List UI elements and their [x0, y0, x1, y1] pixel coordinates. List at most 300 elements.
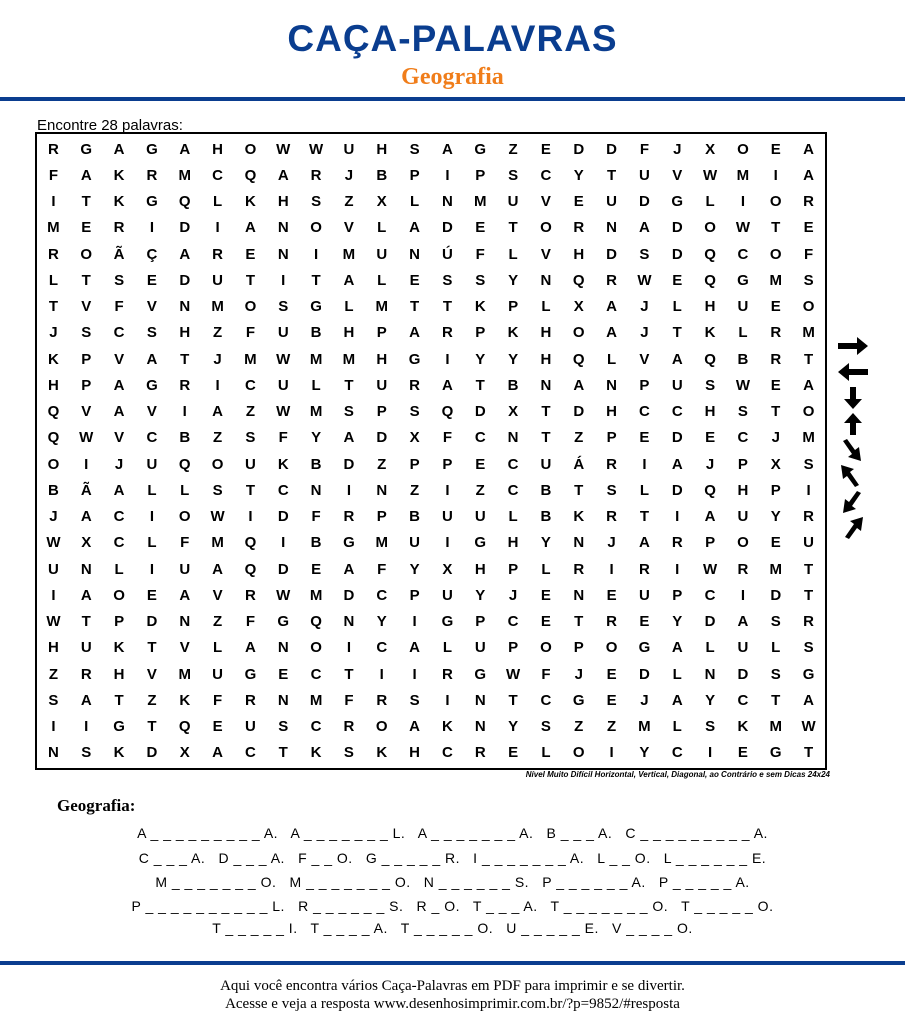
grid-cell[interactable]: D — [671, 245, 683, 263]
grid-cell[interactable]: T — [245, 271, 255, 289]
grid-cell[interactable]: E — [146, 271, 157, 289]
grid-cell[interactable]: K — [244, 193, 256, 211]
grid-cell[interactable]: A — [441, 376, 453, 394]
grid-cell[interactable]: N — [441, 193, 453, 211]
grid-cell[interactable]: B — [376, 166, 388, 184]
grid-cell[interactable]: Ú — [441, 245, 453, 263]
grid-cell[interactable]: B — [310, 534, 322, 552]
grid-cell[interactable]: A — [343, 429, 355, 447]
grid-cell[interactable]: T — [114, 691, 124, 709]
grid-cell[interactable]: K — [277, 455, 289, 473]
grid-cell[interactable]: F — [114, 298, 124, 316]
grid-cell[interactable]: N — [573, 534, 585, 552]
grid-cell[interactable]: V — [146, 298, 157, 316]
grid-cell[interactable]: U — [441, 586, 453, 604]
grid-cell[interactable]: H — [113, 665, 125, 683]
grid-cell[interactable]: A — [113, 403, 125, 421]
grid-cell[interactable]: P — [705, 534, 716, 552]
grid-cell[interactable]: S — [705, 718, 716, 736]
grid-cell[interactable]: I — [740, 586, 745, 604]
grid-cell[interactable]: T — [541, 403, 551, 421]
grid-cell[interactable]: C — [146, 429, 158, 447]
grid-cell[interactable]: L — [147, 534, 157, 552]
grid-cell[interactable]: I — [642, 455, 647, 473]
grid-cell[interactable]: T — [278, 744, 288, 762]
grid-cell[interactable]: M — [802, 324, 815, 342]
grid-cell[interactable]: Q — [441, 403, 454, 421]
grid-cell[interactable]: M — [244, 350, 257, 368]
grid-cell[interactable]: W — [308, 140, 324, 158]
grid-cell[interactable]: Ã — [80, 481, 92, 499]
grid-cell[interactable]: M — [47, 219, 60, 237]
grid-cell[interactable]: G — [638, 639, 651, 657]
grid-cell[interactable]: U — [737, 639, 749, 657]
grid-cell[interactable]: O — [80, 245, 93, 263]
grid-cell[interactable]: S — [770, 613, 781, 631]
grid-cell[interactable]: L — [541, 298, 551, 316]
grid-cell[interactable]: R — [638, 560, 650, 578]
grid-cell[interactable]: G — [244, 665, 257, 683]
grid-cell[interactable]: U — [441, 508, 453, 526]
grid-cell[interactable]: L — [48, 271, 58, 289]
grid-cell[interactable]: C — [113, 534, 125, 552]
grid-cell[interactable]: E — [475, 219, 486, 237]
grid-cell[interactable]: R — [606, 613, 617, 631]
grid-cell[interactable]: E — [770, 298, 781, 316]
grid-cell[interactable]: C — [376, 639, 388, 657]
grid-cell[interactable]: A — [573, 376, 585, 394]
grid-cell[interactable]: P — [475, 166, 486, 184]
grid-cell[interactable]: Q — [244, 534, 257, 552]
grid-cell[interactable]: A — [80, 691, 92, 709]
grid-cell[interactable]: F — [442, 429, 452, 447]
grid-cell[interactable]: M — [638, 718, 651, 736]
grid-cell[interactable]: C — [507, 481, 519, 499]
grid-cell[interactable]: D — [606, 140, 617, 158]
grid-cell[interactable]: V — [639, 350, 650, 368]
grid-cell[interactable]: D — [277, 508, 289, 526]
grid-cell[interactable]: N — [704, 665, 716, 683]
grid-cell[interactable]: P — [81, 376, 92, 394]
grid-cell[interactable]: S — [639, 245, 650, 263]
grid-cell[interactable]: D — [638, 665, 650, 683]
grid-cell[interactable]: K — [113, 639, 125, 657]
grid-cell[interactable]: V — [179, 639, 190, 657]
grid-cell[interactable]: T — [771, 219, 781, 237]
grid-cell[interactable]: A — [80, 508, 92, 526]
grid-cell[interactable]: V — [672, 166, 683, 184]
grid-cell[interactable]: K — [113, 744, 125, 762]
grid-cell[interactable]: Y — [409, 560, 420, 578]
grid-cell[interactable]: R — [573, 219, 585, 237]
grid-cell[interactable]: O — [605, 639, 618, 657]
grid-cell[interactable]: H — [212, 140, 223, 158]
grid-cell[interactable]: E — [770, 534, 781, 552]
grid-cell[interactable]: Y — [672, 613, 683, 631]
grid-cell[interactable]: A — [803, 166, 814, 184]
grid-cell[interactable]: L — [738, 324, 748, 342]
grid-cell[interactable]: I — [609, 744, 614, 762]
grid-cell[interactable]: J — [574, 665, 583, 683]
grid-cell[interactable]: A — [606, 298, 617, 316]
grid-cell[interactable]: C — [113, 324, 125, 342]
grid-cell[interactable]: F — [475, 245, 485, 263]
grid-cell[interactable]: A — [671, 639, 683, 657]
grid-cell[interactable]: U — [179, 560, 191, 578]
grid-cell[interactable]: N — [47, 744, 59, 762]
grid-cell[interactable]: S — [803, 271, 814, 289]
grid-cell[interactable]: A — [671, 455, 683, 473]
grid-cell[interactable]: S — [245, 429, 256, 447]
grid-cell[interactable]: A — [179, 245, 191, 263]
grid-cell[interactable]: N — [310, 481, 322, 499]
grid-cell[interactable]: R — [244, 691, 256, 709]
grid-cell[interactable]: U — [803, 534, 814, 552]
grid-cell[interactable]: O — [802, 403, 815, 421]
grid-cell[interactable]: P — [672, 586, 683, 604]
grid-cell[interactable]: W — [702, 560, 718, 578]
grid-cell[interactable]: A — [638, 534, 650, 552]
grid-cell[interactable]: H — [376, 350, 388, 368]
grid-cell[interactable]: P — [475, 324, 486, 342]
grid-cell[interactable]: R — [146, 166, 158, 184]
grid-cell[interactable]: S — [442, 271, 453, 289]
grid-cell[interactable]: V — [146, 403, 157, 421]
grid-cell[interactable]: T — [147, 639, 157, 657]
grid-cell[interactable]: Y — [770, 508, 781, 526]
grid-cell[interactable]: E — [770, 140, 781, 158]
grid-cell[interactable]: P — [114, 613, 125, 631]
grid-cell[interactable]: M — [473, 193, 487, 211]
grid-cell[interactable]: A — [212, 560, 223, 578]
grid-cell[interactable]: L — [541, 744, 551, 762]
grid-cell[interactable]: W — [702, 166, 718, 184]
grid-cell[interactable]: W — [79, 429, 94, 447]
grid-cell[interactable]: O — [375, 718, 388, 736]
grid-cell[interactable]: Q — [178, 193, 191, 211]
grid-cell[interactable]: U — [737, 298, 749, 316]
grid-cell[interactable]: P — [573, 639, 584, 657]
grid-cell[interactable]: T — [245, 481, 255, 499]
grid-cell[interactable]: K — [573, 508, 585, 526]
grid-cell[interactable]: T — [803, 744, 814, 762]
grid-cell[interactable]: I — [215, 219, 220, 237]
grid-cell[interactable]: C — [507, 613, 519, 631]
grid-cell[interactable]: L — [212, 639, 223, 657]
grid-cell[interactable]: A — [277, 166, 289, 184]
grid-cell[interactable]: V — [114, 429, 125, 447]
grid-cell[interactable]: R — [770, 350, 782, 368]
grid-cell[interactable]: T — [180, 350, 190, 368]
grid-cell[interactable]: M — [342, 245, 356, 263]
grid-cell[interactable]: D — [770, 586, 782, 604]
grid-cell[interactable]: L — [705, 639, 715, 657]
grid-cell[interactable]: D — [474, 403, 486, 421]
grid-cell[interactable]: N — [540, 271, 552, 289]
grid-cell[interactable]: Q — [244, 560, 257, 578]
grid-cell[interactable]: O — [178, 508, 191, 526]
grid-cell[interactable]: Q — [704, 271, 716, 289]
grid-cell[interactable]: I — [445, 691, 450, 709]
grid-cell[interactable]: K — [179, 691, 191, 709]
grid-cell[interactable]: K — [704, 324, 716, 342]
grid-cell[interactable]: J — [673, 140, 682, 158]
grid-cell[interactable]: D — [179, 271, 191, 289]
grid-cell[interactable]: Z — [344, 193, 354, 211]
grid-cell[interactable]: D — [179, 219, 191, 237]
grid-cell[interactable]: X — [376, 193, 387, 211]
grid-cell[interactable]: Q — [47, 403, 60, 421]
grid-cell[interactable]: T — [344, 665, 354, 683]
grid-cell[interactable]: D — [376, 429, 388, 447]
grid-cell[interactable]: T — [803, 586, 814, 604]
grid-cell[interactable]: Y — [573, 166, 584, 184]
grid-cell[interactable]: A — [409, 639, 420, 657]
grid-cell[interactable]: E — [540, 140, 551, 158]
grid-cell[interactable]: G — [113, 718, 125, 736]
grid-cell[interactable]: U — [638, 166, 650, 184]
grid-cell[interactable]: H — [606, 403, 617, 421]
grid-cell[interactable]: L — [672, 298, 682, 316]
grid-cell[interactable]: N — [80, 560, 92, 578]
grid-cell[interactable]: J — [705, 455, 715, 473]
grid-cell[interactable]: L — [311, 376, 321, 394]
grid-cell[interactable]: Z — [212, 324, 223, 342]
grid-cell[interactable]: G — [408, 350, 421, 368]
footer-link[interactable]: Acesse e veja a resposta www.desenhosimprimir.com.br/?p=9852/#resposta — [225, 996, 680, 1012]
grid-cell[interactable]: U — [638, 586, 650, 604]
grid-cell[interactable]: I — [445, 481, 450, 499]
grid-cell[interactable]: D — [638, 193, 650, 211]
grid-cell[interactable]: G — [474, 665, 487, 683]
grid-cell[interactable]: R — [671, 534, 683, 552]
grid-cell[interactable]: Z — [409, 481, 420, 499]
grid-cell[interactable]: D — [573, 140, 585, 158]
grid-cell[interactable]: Y — [311, 429, 322, 447]
grid-cell[interactable]: F — [311, 508, 321, 526]
grid-cell[interactable]: M — [309, 691, 323, 709]
grid-cell[interactable]: A — [737, 613, 749, 631]
grid-cell[interactable]: Y — [475, 586, 486, 604]
grid-cell[interactable]: T — [574, 613, 584, 631]
grid-cell[interactable]: F — [212, 691, 223, 709]
grid-cell[interactable]: J — [607, 534, 616, 552]
grid-cell[interactable]: Z — [245, 403, 255, 421]
grid-cell[interactable]: R — [47, 245, 59, 263]
grid-cell[interactable]: V — [343, 219, 354, 237]
grid-cell[interactable]: A — [80, 166, 92, 184]
grid-cell[interactable]: F — [377, 560, 387, 578]
grid-cell[interactable]: R — [113, 219, 125, 237]
grid-cell[interactable]: E — [212, 718, 223, 736]
grid-cell[interactable]: S — [540, 718, 551, 736]
grid-cell[interactable]: H — [704, 298, 716, 316]
grid-cell[interactable]: C — [113, 508, 125, 526]
grid-cell[interactable]: A — [179, 140, 191, 158]
grid-cell[interactable]: Y — [376, 613, 387, 631]
grid-cell[interactable]: L — [606, 350, 617, 368]
grid-cell[interactable]: S — [409, 140, 420, 158]
grid-cell[interactable]: C — [310, 718, 322, 736]
grid-cell[interactable]: Q — [704, 245, 716, 263]
grid-cell[interactable]: N — [606, 219, 617, 237]
grid-cell[interactable]: I — [445, 350, 450, 368]
grid-cell[interactable]: Y — [508, 271, 519, 289]
grid-cell[interactable]: V — [81, 298, 92, 316]
grid-cell[interactable]: I — [215, 376, 220, 394]
grid-cell[interactable]: G — [146, 193, 158, 211]
grid-cell[interactable]: K — [310, 744, 322, 762]
grid-cell[interactable]: O — [802, 298, 815, 316]
grid-cell[interactable]: E — [639, 613, 650, 631]
grid-cell[interactable]: Q — [704, 481, 716, 499]
grid-cell[interactable]: L — [344, 298, 354, 316]
grid-cell[interactable]: A — [212, 403, 223, 421]
grid-cell[interactable]: N — [573, 586, 585, 604]
grid-cell[interactable]: S — [48, 691, 59, 709]
grid-cell[interactable]: D — [671, 219, 683, 237]
grid-cell[interactable]: S — [212, 481, 223, 499]
grid-cell[interactable]: A — [638, 219, 650, 237]
grid-cell[interactable]: T — [344, 376, 354, 394]
grid-cell[interactable]: I — [149, 508, 154, 526]
grid-cell[interactable]: Z — [212, 429, 223, 447]
grid-cell[interactable]: Q — [178, 455, 191, 473]
grid-cell[interactable]: R — [803, 508, 814, 526]
grid-cell[interactable]: Z — [508, 140, 518, 158]
grid-cell[interactable]: S — [81, 324, 92, 342]
grid-cell[interactable]: C — [244, 744, 256, 762]
grid-cell[interactable]: C — [704, 586, 716, 604]
grid-cell[interactable]: C — [244, 376, 256, 394]
grid-cell[interactable]: E — [245, 245, 256, 263]
grid-cell[interactable]: E — [508, 744, 519, 762]
grid-cell[interactable]: S — [278, 298, 289, 316]
grid-cell[interactable]: O — [47, 455, 60, 473]
grid-cell[interactable]: R — [606, 508, 617, 526]
grid-cell[interactable]: B — [540, 481, 552, 499]
grid-cell[interactable]: P — [81, 350, 92, 368]
grid-cell[interactable]: N — [277, 219, 289, 237]
grid-cell[interactable]: L — [508, 245, 518, 263]
grid-cell[interactable]: C — [441, 744, 453, 762]
grid-cell[interactable]: I — [182, 403, 187, 421]
grid-cell[interactable]: J — [640, 298, 649, 316]
grid-cell[interactable]: T — [409, 298, 420, 316]
grid-cell[interactable]: X — [573, 298, 584, 316]
grid-cell[interactable]: C — [474, 429, 486, 447]
grid-cell[interactable]: R — [770, 324, 782, 342]
grid-cell[interactable]: T — [147, 718, 157, 736]
grid-cell[interactable]: H — [737, 481, 749, 499]
grid-cell[interactable]: Q — [47, 429, 60, 447]
grid-cell[interactable]: I — [609, 560, 614, 578]
grid-cell[interactable]: E — [737, 744, 748, 762]
grid-cell[interactable]: J — [114, 455, 124, 473]
grid-cell[interactable]: O — [737, 140, 749, 158]
grid-cell[interactable]: V — [212, 586, 223, 604]
grid-cell[interactable]: I — [346, 481, 351, 499]
grid-cell[interactable]: O — [572, 744, 585, 762]
grid-cell[interactable]: Q — [310, 613, 322, 631]
grid-cell[interactable]: W — [276, 586, 291, 604]
grid-cell[interactable]: Ç — [146, 245, 158, 263]
grid-cell[interactable]: A — [671, 350, 683, 368]
grid-cell[interactable]: U — [409, 534, 420, 552]
grid-cell[interactable]: S — [770, 665, 781, 683]
grid-cell[interactable]: G — [310, 298, 322, 316]
grid-cell[interactable]: I — [51, 718, 56, 736]
grid-cell[interactable]: V — [146, 665, 157, 683]
grid-cell[interactable]: X — [705, 140, 716, 158]
grid-cell[interactable]: H — [376, 140, 388, 158]
grid-cell[interactable]: C — [671, 744, 683, 762]
grid-cell[interactable]: S — [114, 271, 125, 289]
grid-cell[interactable]: H — [47, 639, 59, 657]
grid-cell[interactable]: N — [474, 718, 486, 736]
grid-cell[interactable]: D — [441, 219, 453, 237]
grid-cell[interactable]: D — [671, 481, 683, 499]
grid-cell[interactable]: W — [735, 219, 750, 237]
grid-cell[interactable]: C — [212, 166, 223, 184]
grid-cell[interactable]: S — [475, 271, 486, 289]
grid-cell[interactable]: A — [606, 324, 617, 342]
grid-cell[interactable]: R — [606, 271, 617, 289]
grid-cell[interactable]: E — [540, 586, 551, 604]
grid-cell[interactable]: A — [803, 140, 814, 158]
grid-cell[interactable]: I — [773, 166, 778, 184]
grid-cell[interactable]: H — [507, 534, 519, 552]
grid-cell[interactable]: O — [769, 245, 782, 263]
grid-cell[interactable]: E — [803, 219, 814, 237]
grid-cell[interactable]: U — [376, 376, 388, 394]
grid-cell[interactable]: L — [672, 718, 682, 736]
grid-cell[interactable]: W — [46, 534, 61, 552]
grid-cell[interactable]: I — [445, 166, 450, 184]
grid-cell[interactable]: G — [146, 140, 158, 158]
grid-cell[interactable]: K — [737, 718, 749, 736]
grid-cell[interactable]: K — [376, 744, 388, 762]
grid-cell[interactable]: B — [737, 350, 749, 368]
grid-cell[interactable]: E — [672, 271, 683, 289]
grid-cell[interactable]: S — [409, 691, 420, 709]
grid-cell[interactable]: N — [277, 691, 289, 709]
grid-cell[interactable]: I — [51, 586, 56, 604]
grid-cell[interactable]: T — [48, 298, 58, 316]
grid-cell[interactable]: P — [639, 376, 650, 394]
grid-cell[interactable]: D — [704, 613, 716, 631]
grid-cell[interactable]: E — [606, 665, 617, 683]
grid-cell[interactable]: F — [245, 324, 255, 342]
grid-cell[interactable]: G — [343, 534, 355, 552]
grid-cell[interactable]: R — [803, 613, 814, 631]
grid-cell[interactable]: T — [81, 613, 91, 631]
grid-cell[interactable]: Z — [475, 481, 485, 499]
grid-cell[interactable]: G — [474, 534, 487, 552]
grid-cell[interactable]: U — [244, 455, 256, 473]
grid-cell[interactable]: J — [640, 691, 649, 709]
grid-cell[interactable]: W — [276, 140, 291, 158]
grid-cell[interactable]: C — [737, 429, 749, 447]
grid-cell[interactable]: M — [309, 586, 323, 604]
grid-cell[interactable]: L — [672, 665, 682, 683]
grid-cell[interactable]: T — [508, 219, 518, 237]
grid-cell[interactable]: E — [409, 271, 420, 289]
grid-cell[interactable]: A — [409, 219, 420, 237]
grid-cell[interactable]: M — [309, 350, 323, 368]
grid-cell[interactable]: U — [474, 639, 486, 657]
grid-cell[interactable]: T — [803, 350, 814, 368]
